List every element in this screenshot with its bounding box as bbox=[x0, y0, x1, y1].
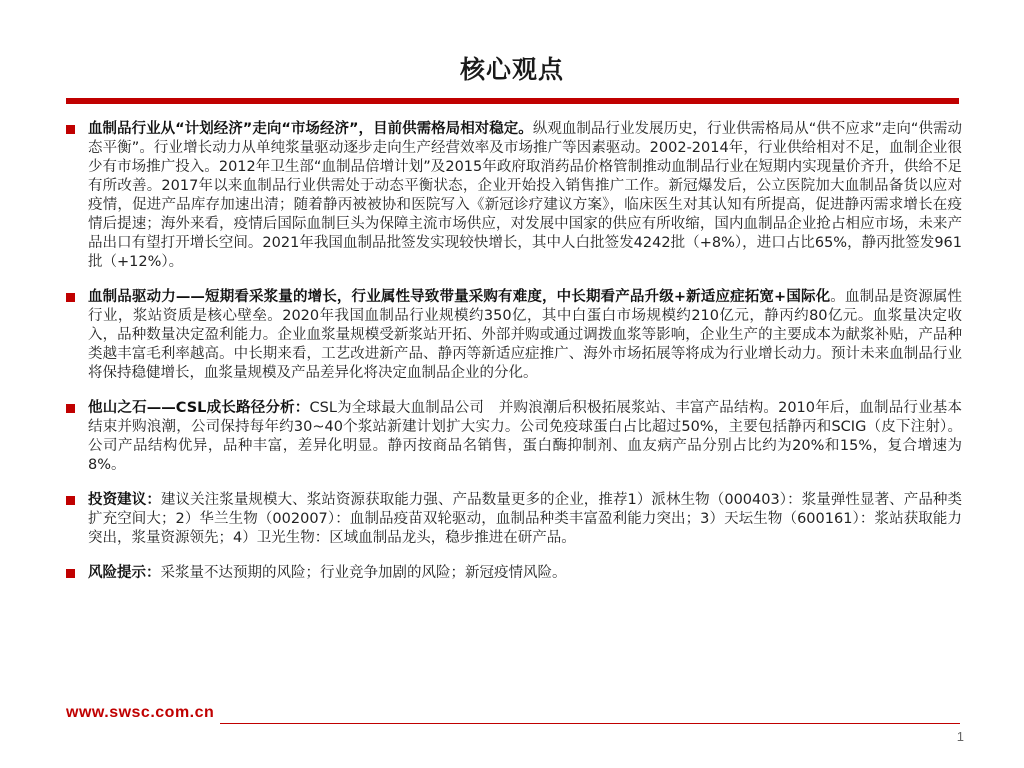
page-title: 核心观点 bbox=[459, 55, 564, 84]
bullet-lead: 他山之石——CSL成长路径分析： bbox=[88, 400, 310, 416]
bullet-body: 采浆量不达预期的风险；行业竞争加剧的风险；新冠疫情风险。 bbox=[160, 565, 567, 581]
title-divider bbox=[66, 98, 959, 104]
square-bullet-icon bbox=[66, 496, 75, 505]
bullet-item-risk-warning bbox=[66, 564, 962, 583]
bullet-item-investment-advice bbox=[66, 491, 962, 548]
square-bullet-icon bbox=[66, 125, 75, 134]
square-bullet-icon bbox=[66, 293, 75, 302]
bullet-body: 建议关注浆量规模大、浆站资源获取能力强、产品数量更多的企业，推荐1）派林生物（000403）：浆量弹性显著、产品种类扩充空间大；2）华兰生物（002007）：血制品疫苗双轮驱动，血制品种类丰富盈利能力突出；3）天坛生物（600161）：浆站获取能力突出，浆量资源领先；4）卫光生物：区域血制品龙头，稳步推进在研产品。 bbox=[88, 492, 963, 546]
bullet-text bbox=[88, 491, 962, 548]
bullet-body: 纵观血制品行业发展历史，行业供需格局从“供不应求”走向“供需动态平衡”。行业增长动力从单纯浆量驱动逐步走向生产经营效率及市场推广等因素驱动。2002-2014年，行业供给相对不足，血制企业很少有市场推广投入。2012年卫生部“血制品倍增计划”及2015年政府取消药品价格管制推动血制品行业在短期内实现量价齐升，供给不足有所改善。2017年以来血制品行业供需处于动态平衡状态，企业开始投入销售推广工作。新冠爆发后，公立医院加大血制品备货以应对疫情，促进产品库存加速出清；随着静丙被被协和医院写入《新冠诊疗建议方案》，临床医生对其认知有所提高，促进静丙需求增长在疫情后提速；海外来看，疫情后国际血制巨头为保障主流市场供应，对发展中国家的供应有所收缩，国内血制品企业抢占相应市场，未来产品出口有望打开增长空间。2021年我国血制品批签发实现较快增长，其中人白批签发4242批（+8%），进口占比65%，静丙批签发961批（+12%）。 bbox=[88, 121, 962, 270]
page-number: 1 bbox=[956, 729, 964, 744]
bullet-body: CSL为全球最大血制品公司 并购浪潮后积极拓展浆站、丰富产品结构。2010年后，血制品行业基本结束并购浪潮，公司保持每年约30~40个浆站新建计划扩大实力。公司免疫球蛋白占比超过50%，主要包括静丙和SCIG（皮下注射）。公司产品结构优异，品种丰富，差异化明显。静丙按商品名销售，蛋白酶抑制剂、血友病产品分别占比约为20%和15%，复合增速为8%。 bbox=[88, 400, 962, 473]
bullet-text bbox=[88, 399, 962, 475]
bullet-text bbox=[88, 120, 962, 272]
bullet-body: 。血制品是资源属性行业，浆站资质是核心壁垒。2020年我国血制品行业规模约350亿，其中白蛋白市场规模约210亿元，静丙约80亿元。血浆量决定收入，品种数量决定盈利能力。企业血浆量规模受新浆站开拓、外部并购或通过调拨血浆等影响，企业生产的主要成本为献浆补贴，产品种类越丰富毛利率越高。中长期来看，工艺改进新产品、静丙等新适应症推广、海外市场拓展等将成为行业增长动力。预计未来血制品行业将保持稳健增长，血浆量规模及产品差异化将决定血制品企业的分化。 bbox=[88, 289, 962, 381]
bullet-lead: 风险提示： bbox=[88, 565, 161, 581]
bullet-lead: 血制品驱动力——短期看采浆量的增长，行业属性导致带量采购有难度，中长期看产品升级+新适应症拓宽+国际化 bbox=[88, 289, 831, 305]
bullet-item-driving-forces bbox=[66, 288, 962, 383]
square-bullet-icon bbox=[66, 404, 75, 413]
bullet-lead: 血制品行业从“计划经济”走向“市场经济”，目前供需格局相对稳定。 bbox=[88, 121, 533, 137]
bullet-text bbox=[88, 288, 962, 383]
bullet-item-industry-transition bbox=[66, 120, 962, 272]
footer-url: www.swsc.com.cn bbox=[66, 704, 215, 721]
bullet-lead: 投资建议： bbox=[88, 492, 161, 508]
footer-divider bbox=[220, 723, 960, 724]
bullet-text bbox=[88, 564, 962, 583]
bullet-list bbox=[66, 120, 962, 599]
square-bullet-icon bbox=[66, 569, 75, 578]
bullet-item-csl-analysis bbox=[66, 399, 962, 475]
